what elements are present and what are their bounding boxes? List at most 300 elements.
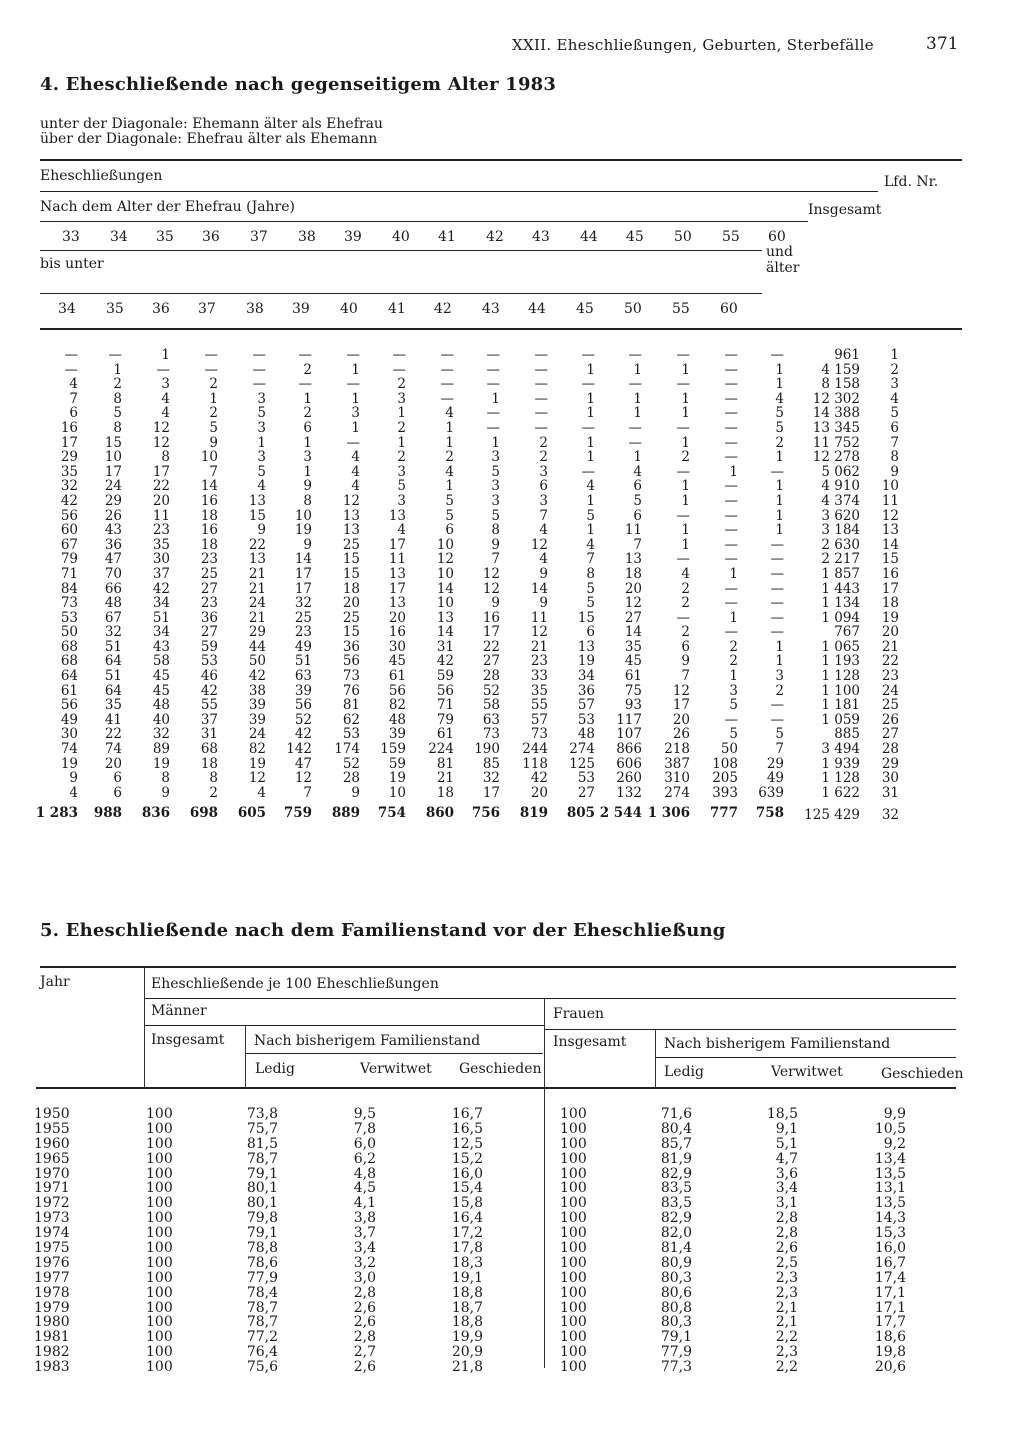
table4-cell: 3: [539, 463, 548, 480]
table5-m-insgesamt-cell: 100: [146, 1314, 173, 1331]
table4-cell: 89: [152, 741, 170, 758]
table5-m-geschieden-cell: 19,1: [451, 1269, 483, 1286]
table4-cell: 6: [681, 638, 690, 655]
table4-cell: 17: [672, 697, 690, 714]
table4-lfd-cell: 17: [881, 580, 899, 597]
table4-cell: —: [770, 609, 784, 626]
table4-cell: 50: [720, 741, 738, 758]
table4-cell: 16: [388, 624, 406, 641]
table5-f-ledig-cell: 83,5: [660, 1195, 692, 1212]
table5-f-insgesamt: [560, 1107, 587, 1375]
table4-cell: —: [628, 434, 642, 451]
table5-f-insgesamt-cell: 100: [560, 1135, 587, 1152]
table5-m-geschieden-cell: 16,7: [451, 1106, 483, 1122]
table4-cell: 5: [113, 405, 122, 422]
table4-cell: 9: [491, 595, 500, 612]
table4-lfd-cell: 30: [881, 770, 899, 787]
table5-head-jahr: Jahr: [40, 974, 70, 990]
table4-cell: 53: [200, 653, 218, 670]
table5-f-insgesamt-cell: 100: [560, 1344, 587, 1361]
age-from-label: 35: [156, 229, 174, 245]
table4-cell: 1: [775, 507, 784, 524]
table5-m-verwitwet-cell: 6,2: [353, 1150, 376, 1167]
table5-m-ledig-cell: 78,4: [246, 1284, 278, 1301]
table5-f-ledig-cell: 82,0: [660, 1225, 692, 1242]
table4-cell: —: [724, 419, 738, 436]
table4-column: [712, 348, 738, 800]
table4-cell: 20: [152, 492, 170, 509]
table4-cell: 34: [577, 668, 595, 685]
table5-year-cell: 1972: [34, 1195, 70, 1212]
table4-cell: 29: [60, 449, 78, 466]
table5-f-ledig-cell: 80,4: [660, 1120, 692, 1137]
table5-f-verwitwet-cell: 2,3: [775, 1269, 798, 1286]
table4-cell: 8: [113, 390, 122, 407]
table5-year-cell: 1971: [34, 1180, 70, 1197]
table4-cell: 1: [397, 434, 406, 451]
table4-cell: 10: [436, 536, 454, 553]
table4-cell: 30: [60, 726, 78, 743]
table5-m-verwitwet-cell: 2,6: [353, 1314, 376, 1331]
table4-cell: 4: [586, 536, 595, 553]
table4-insgesamt-cell: 1 128: [821, 770, 860, 787]
table5-m-geschieden-cell: 16,4: [451, 1210, 483, 1227]
table4-cell: 2: [209, 376, 218, 393]
table4-cell: 12: [624, 595, 642, 612]
table4-cell: 1: [775, 478, 784, 495]
table5-m-ledig-cell: 79,1: [246, 1165, 278, 1182]
table4-cell: 15: [342, 565, 360, 582]
table4-cell: 5: [445, 507, 454, 524]
table5-head-gesch-m: Geschieden: [459, 1061, 542, 1077]
age-from-label: 33: [62, 229, 80, 245]
table4-cell: 132: [616, 784, 642, 801]
table4-cell: 19: [152, 755, 170, 772]
table4-cell: 17: [388, 536, 406, 553]
table4-cell: 5: [586, 507, 595, 524]
table4-cell: 12: [672, 682, 690, 699]
table4-cell: 4: [257, 784, 266, 801]
table5-f-ledig-cell: 80,3: [660, 1314, 692, 1331]
table4-cell: 25: [294, 609, 312, 626]
table4-cell: —: [770, 711, 784, 728]
table5-m-verwitwet-cell: 2,7: [353, 1344, 376, 1361]
table5-m-verwitwet-cell: 3,0: [353, 1269, 376, 1286]
table4-cell: 14: [624, 624, 642, 641]
table4-cell: 62: [342, 711, 360, 728]
table4-rule-4: [40, 293, 762, 294]
table5-f-geschieden-cell: 9,9: [883, 1106, 906, 1122]
table5-m-insgesamt-cell: 100: [146, 1225, 173, 1242]
table4-cell: 1: [209, 390, 218, 407]
age-to-label: 42: [434, 301, 452, 317]
table4-cell: 56: [342, 653, 360, 670]
table4-cell: 9: [539, 595, 548, 612]
table4-cell: 59: [200, 638, 218, 655]
table4-cell: 3: [397, 390, 406, 407]
table5-m-insgesamt-cell: 100: [146, 1284, 173, 1301]
table4-cell: 12: [436, 551, 454, 568]
table5-m-ledig-cell: 73,8: [246, 1106, 278, 1122]
table5-m-verwitwet-cell: 4,8: [353, 1165, 376, 1182]
table4-cell: 50: [248, 653, 266, 670]
table4-cell: 1: [681, 522, 690, 539]
table4-cell: 3: [491, 492, 500, 509]
table4-cell: 39: [388, 726, 406, 743]
table4-cell: 13: [388, 565, 406, 582]
table4-cell: 27: [624, 609, 642, 626]
table4-cell: 56: [436, 682, 454, 699]
table5-m-verwitwet-cell: 7,8: [353, 1120, 376, 1137]
table5-year-cell: 1975: [34, 1240, 70, 1257]
table4-insgesamt-cell: 3 620: [821, 507, 860, 524]
table4-cell: 6: [303, 419, 312, 436]
table4-cell: —: [770, 551, 784, 568]
table4-cell: 9: [351, 784, 360, 801]
table4-cell: 53: [60, 609, 78, 626]
table5-f-geschieden-cell: 20,6: [874, 1359, 906, 1376]
table4-cell: 1: [397, 405, 406, 422]
table5-m-verwitwet-cell: 4,5: [353, 1180, 376, 1197]
table4-cell: —: [770, 565, 784, 582]
table4-rule-3: [40, 250, 762, 251]
table4-cell: 1: [681, 434, 690, 451]
table4-head-bottom-rule: [40, 328, 962, 330]
table4-cell: 57: [577, 697, 595, 714]
table5-f-verwitwet-cell: 4,7: [775, 1150, 798, 1167]
table4-cell: 2: [209, 405, 218, 422]
table5-m-ledig-cell: 75,7: [246, 1120, 278, 1137]
table4-cell: 16: [200, 492, 218, 509]
age-from-label: 37: [250, 229, 268, 245]
table4-cell: 5: [445, 492, 454, 509]
table5-rule-m: [144, 1025, 544, 1026]
table4-insgesamt-cell: 14 388: [812, 405, 860, 422]
table4-column: [428, 348, 454, 800]
table4-cell: 9: [161, 784, 170, 801]
table4-cell: 4: [539, 551, 548, 568]
table5-m-insgesamt-cell: 100: [146, 1269, 173, 1286]
table4-cell: 37: [200, 711, 218, 728]
table4-total-lfd: 32: [881, 807, 899, 823]
table5-year-cell: 1960: [34, 1135, 70, 1152]
table4-lfd-cell: 11: [881, 492, 899, 509]
table4-cell: 1: [633, 390, 642, 407]
table4-cell: 606: [616, 755, 642, 772]
table4-cell: 310: [664, 770, 690, 787]
table4-lfd-cell: 1: [890, 347, 899, 363]
table5-f-insgesamt-cell: 100: [560, 1165, 587, 1182]
table4-lfd-cell: 25: [881, 697, 899, 714]
table5-m-verwitwet-cell: 2,6: [353, 1299, 376, 1316]
table4-cell: 10: [388, 784, 406, 801]
table4-cell: —: [534, 419, 548, 436]
table4-cell: 11: [530, 609, 548, 626]
table5-m-insgesamt-cell: 100: [146, 1329, 173, 1346]
table4-total-cell: 1 306: [647, 805, 690, 821]
table4-cell: 14: [530, 580, 548, 597]
table4-cell: —: [724, 551, 738, 568]
table4-cell: 1: [303, 463, 312, 480]
table4-cell: 4: [69, 376, 78, 393]
table4-cell: 10: [200, 449, 218, 466]
table4-cell: 107: [616, 726, 642, 743]
table4-cell: 5: [775, 405, 784, 422]
table4-cell: —: [346, 376, 360, 393]
table4-lfd-cell: 21: [881, 638, 899, 655]
table4-cell: 1: [445, 434, 454, 451]
table4-note-below: unter der Diagonale: Ehemann älter als Ehefrau: [40, 116, 383, 132]
table4-cell: 108: [712, 755, 738, 772]
table4-lfd-cell: 18: [881, 595, 899, 612]
table4-cell: 33: [530, 668, 548, 685]
table4-cell: 19: [294, 522, 312, 539]
table4-cell: —: [770, 580, 784, 597]
table5-m-verwitwet-cell: 3,7: [353, 1225, 376, 1242]
table4-cell: 274: [569, 741, 595, 758]
table4-cell: 22: [482, 638, 500, 655]
table4-cell: 53: [342, 726, 360, 743]
table5-f-ledig-cell: 80,8: [660, 1299, 692, 1316]
table4-total-cell: 860: [425, 805, 454, 821]
table5-year-cell: 1973: [34, 1210, 70, 1227]
table4-cell: 51: [104, 668, 122, 685]
table4-cell: 4: [257, 478, 266, 495]
table4-cell: 866: [616, 741, 642, 758]
table4-cell: —: [724, 361, 738, 378]
table4-cell: 1: [351, 390, 360, 407]
table4-cell: 5: [491, 507, 500, 524]
table4-cell: 117: [616, 711, 642, 728]
table4-cell: 3: [491, 478, 500, 495]
table4-cell: 13: [577, 638, 595, 655]
table4-cell: 4: [69, 784, 78, 801]
table5-f-insgesamt-cell: 100: [560, 1240, 587, 1257]
table4-cell: —: [204, 347, 218, 363]
table4-cell: 24: [248, 726, 266, 743]
table4-top-rule: [40, 159, 962, 161]
table4-total-all: 125 429: [804, 807, 860, 823]
table4-head-main: Eheschließungen: [40, 168, 163, 184]
table4-cell: 35: [530, 682, 548, 699]
table4-cell: 1: [586, 492, 595, 509]
table4-cell: —: [676, 507, 690, 524]
table5-f-verwitwet-cell: 2,2: [775, 1359, 798, 1376]
table5-m-insgesamt-cell: 100: [146, 1165, 173, 1182]
table4-lfd-cell: 15: [881, 551, 899, 568]
table5-f-ledig: [661, 1107, 692, 1375]
table4-lfd-cell: 31: [881, 784, 899, 801]
table4-cell: 67: [60, 536, 78, 553]
table4-cell: 25: [342, 609, 360, 626]
age-from-label: 40: [392, 229, 410, 245]
table4-total-cell: 754: [377, 805, 406, 821]
table4-lfd-cell: 26: [881, 711, 899, 728]
table4-cell: 59: [436, 668, 454, 685]
table4-cell: 3: [397, 463, 406, 480]
table4-cell: —: [440, 361, 454, 378]
table5-f-insgesamt-cell: 100: [560, 1359, 587, 1376]
table4-cell: 1: [681, 536, 690, 553]
table5-m-ledig-cell: 78,7: [246, 1299, 278, 1316]
table4-cell: 55: [530, 697, 548, 714]
age-to-label: 38: [246, 301, 264, 317]
table4-insgesamt-cell: 4 159: [821, 361, 860, 378]
table4-cell: —: [770, 697, 784, 714]
table4-cell: —: [581, 347, 595, 363]
table5-m-ledig-cell: 80,1: [246, 1195, 278, 1212]
table4-cell: 51: [104, 638, 122, 655]
table4-cell: 68: [60, 653, 78, 670]
table4-cell: 26: [672, 726, 690, 743]
table4-column: [249, 348, 266, 800]
table4-cell: 35: [60, 463, 78, 480]
table4-column: [569, 348, 595, 800]
table4-cell: 1: [681, 478, 690, 495]
table4-cell: 10: [436, 595, 454, 612]
table5-f-insgesamt-cell: 100: [560, 1314, 587, 1331]
table5-m-verwitwet-cell: 4,1: [353, 1195, 376, 1212]
table4-cell: —: [724, 390, 738, 407]
table4-cell: 35: [152, 536, 170, 553]
table4-cell: 4: [161, 405, 170, 422]
table4-cell: 79: [60, 551, 78, 568]
table5-f-geschieden-cell: 17,7: [874, 1314, 906, 1331]
table4-insgesamt-cell: 1 443: [821, 580, 860, 597]
table4-cell: 53: [577, 711, 595, 728]
table5-f-geschieden-cell: 18,6: [874, 1329, 906, 1346]
table4-cell: 68: [200, 741, 218, 758]
running-head: XXII. Eheschließungen, Geburten, Sterbefälle: [512, 36, 874, 54]
table4-cell: 6: [633, 478, 642, 495]
table4-cell: 2: [681, 624, 690, 641]
table5-f-insgesamt-cell: 100: [560, 1299, 587, 1316]
table4-cell: 224: [428, 741, 454, 758]
table4-cell: 52: [294, 711, 312, 728]
table4-cell: 20: [530, 784, 548, 801]
table4-cell: —: [440, 376, 454, 393]
table4-cell: 2: [729, 653, 738, 670]
table5-m-geschieden-cell: 20,9: [451, 1344, 483, 1361]
table5-f-verwitwet-cell: 18,5: [766, 1106, 798, 1122]
table4-cell: 46: [200, 668, 218, 685]
table4-total-cell: 836: [141, 805, 170, 821]
age-to-label: 37: [198, 301, 216, 317]
table4-cell: —: [724, 580, 738, 597]
table4-column: [616, 348, 642, 800]
table5-year-cell: 1970: [34, 1165, 70, 1182]
table4-cell: 1: [729, 668, 738, 685]
table4-cell: 6: [69, 405, 78, 422]
table4-cell: 6: [445, 522, 454, 539]
table4-cell: 1: [445, 419, 454, 436]
table4-cell: 24: [104, 478, 122, 495]
table5-m-ledig-cell: 78,8: [246, 1240, 278, 1257]
table4-cell: 1: [586, 390, 595, 407]
table4-cell: 61: [60, 682, 78, 699]
table4-cell: 50: [60, 624, 78, 641]
table4-cell: 7: [681, 668, 690, 685]
table4-cell: 55: [200, 697, 218, 714]
table4-cell: 2: [397, 449, 406, 466]
table4-cell: 56: [60, 507, 78, 524]
table5-f-verwitwet-cell: 2,6: [775, 1240, 798, 1257]
table4-cell: 14: [436, 580, 454, 597]
table4-cell: —: [252, 376, 266, 393]
table4-cell: 15: [577, 609, 595, 626]
table5-year-cell: 1983: [34, 1359, 70, 1376]
table4-cell: 5: [775, 419, 784, 436]
table4-cell: 2: [303, 361, 312, 378]
table4-cell: 7: [775, 741, 784, 758]
table4-cell: 45: [624, 653, 642, 670]
table4-insgesamt-cell: 13 345: [812, 419, 860, 436]
table5-m-insgesamt-cell: 100: [146, 1180, 173, 1197]
table5-year-cell: 1955: [34, 1120, 70, 1137]
table4-cell: 45: [152, 668, 170, 685]
table4-cell: 4: [161, 390, 170, 407]
table5-m-ledig-cell: 79,1: [246, 1225, 278, 1242]
table5-m-ledig-cell: 78,6: [246, 1254, 278, 1271]
table4-insgesamt-cell: 4 910: [821, 478, 860, 495]
table4-cell: 5: [586, 580, 595, 597]
table5-m-geschieden-cell: 17,2: [451, 1225, 483, 1242]
table4-cell: 27: [200, 624, 218, 641]
table4-cell: 8: [161, 449, 170, 466]
table4-cell: 18: [200, 507, 218, 524]
table4-cell: 64: [60, 668, 78, 685]
table5-m-geschieden-cell: 18,8: [451, 1314, 483, 1331]
table4-column: [61, 348, 78, 800]
table4-cell: 2: [397, 376, 406, 393]
table4-cell: 42: [294, 726, 312, 743]
table4-cell: 58: [482, 697, 500, 714]
table5-m-verwitwet-cell: 6,0: [353, 1135, 376, 1152]
table5-rule-1: [144, 998, 956, 999]
table4-lfd-cell: 28: [881, 741, 899, 758]
table4-cell: 1: [445, 478, 454, 495]
table4-cell: —: [724, 711, 738, 728]
table4-cell: 1: [257, 434, 266, 451]
table4-cell: 3: [775, 668, 784, 685]
table4-cell: —: [724, 434, 738, 451]
table5-f-insgesamt-cell: 100: [560, 1254, 587, 1271]
table4-cell: 2: [729, 638, 738, 655]
table4-cell: —: [534, 361, 548, 378]
table5-m-insgesamt-cell: 100: [146, 1344, 173, 1361]
table4-cell: 42: [60, 492, 78, 509]
table5-f-insgesamt-cell: 100: [560, 1210, 587, 1227]
table4-cell: 18: [200, 536, 218, 553]
table4-cell: 1: [586, 361, 595, 378]
table4-cell: 12: [482, 565, 500, 582]
table5-m-geschieden-cell: 15,4: [451, 1180, 483, 1197]
table4-cell: 639: [758, 784, 784, 801]
table5-head-verw-m: Verwitwet: [360, 1061, 432, 1077]
table4-column: [664, 348, 690, 800]
table4-cell: 142: [286, 741, 312, 758]
table4-lfd-cell: 19: [881, 609, 899, 626]
table4-cell: 56: [60, 697, 78, 714]
table4-cell: 60: [60, 522, 78, 539]
table4-cell: 22: [248, 536, 266, 553]
table4-cell: 14: [200, 478, 218, 495]
table4-cell: —: [581, 463, 595, 480]
table4-cell: —: [676, 551, 690, 568]
table4-column: [105, 348, 122, 800]
table5-m-insgesamt-cell: 100: [146, 1106, 173, 1122]
table4-cell: 11: [388, 551, 406, 568]
